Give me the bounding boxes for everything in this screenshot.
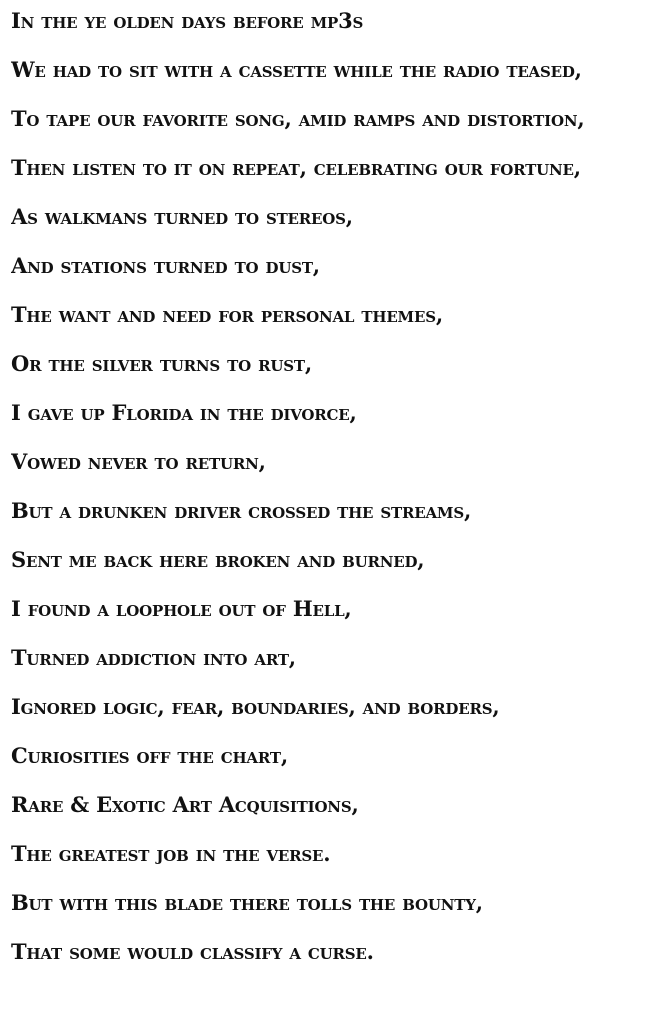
poem-line: To tape our favorite song, amid ramps and distortion,: [11, 106, 585, 131]
poem-line: But with this blade there tolls the bounty,: [11, 890, 483, 915]
poem-line: Curiosities off the chart,: [11, 743, 288, 768]
poem: [11, 8, 661, 988]
poem-line: Or the silver turns to rust,: [11, 351, 312, 376]
poem-line: We had to sit with a cassette while the radio teased,: [11, 57, 582, 82]
poem-line: The greatest job in the verse.: [11, 841, 331, 866]
poem-line: Vowed never to return,: [11, 449, 266, 474]
poem-line: And stations turned to dust,: [11, 253, 320, 278]
poem-line: Turned addiction into art,: [11, 645, 296, 670]
poem-line: In the ye olden days before mp3s: [11, 8, 364, 33]
poem-line: Then listen to it on repeat, celebrating our fortune,: [11, 155, 581, 180]
poem-line: As walkmans turned to stereos,: [11, 204, 353, 229]
poem-line: That some would classify a curse.: [11, 939, 374, 964]
poem-line: But a drunken driver crossed the streams,: [11, 498, 472, 523]
poem-line: Ignored logic, fear, boundaries, and borders,: [11, 694, 500, 719]
poem-line: Rare & Exotic Art Acquisitions,: [11, 792, 359, 817]
poem-line: I found a loophole out of Hell,: [11, 596, 352, 621]
poem-line: The want and need for personal themes,: [11, 302, 443, 327]
poem-line: I gave up Florida in the divorce,: [11, 400, 357, 425]
poem-line: Sent me back here broken and burned,: [11, 547, 425, 572]
